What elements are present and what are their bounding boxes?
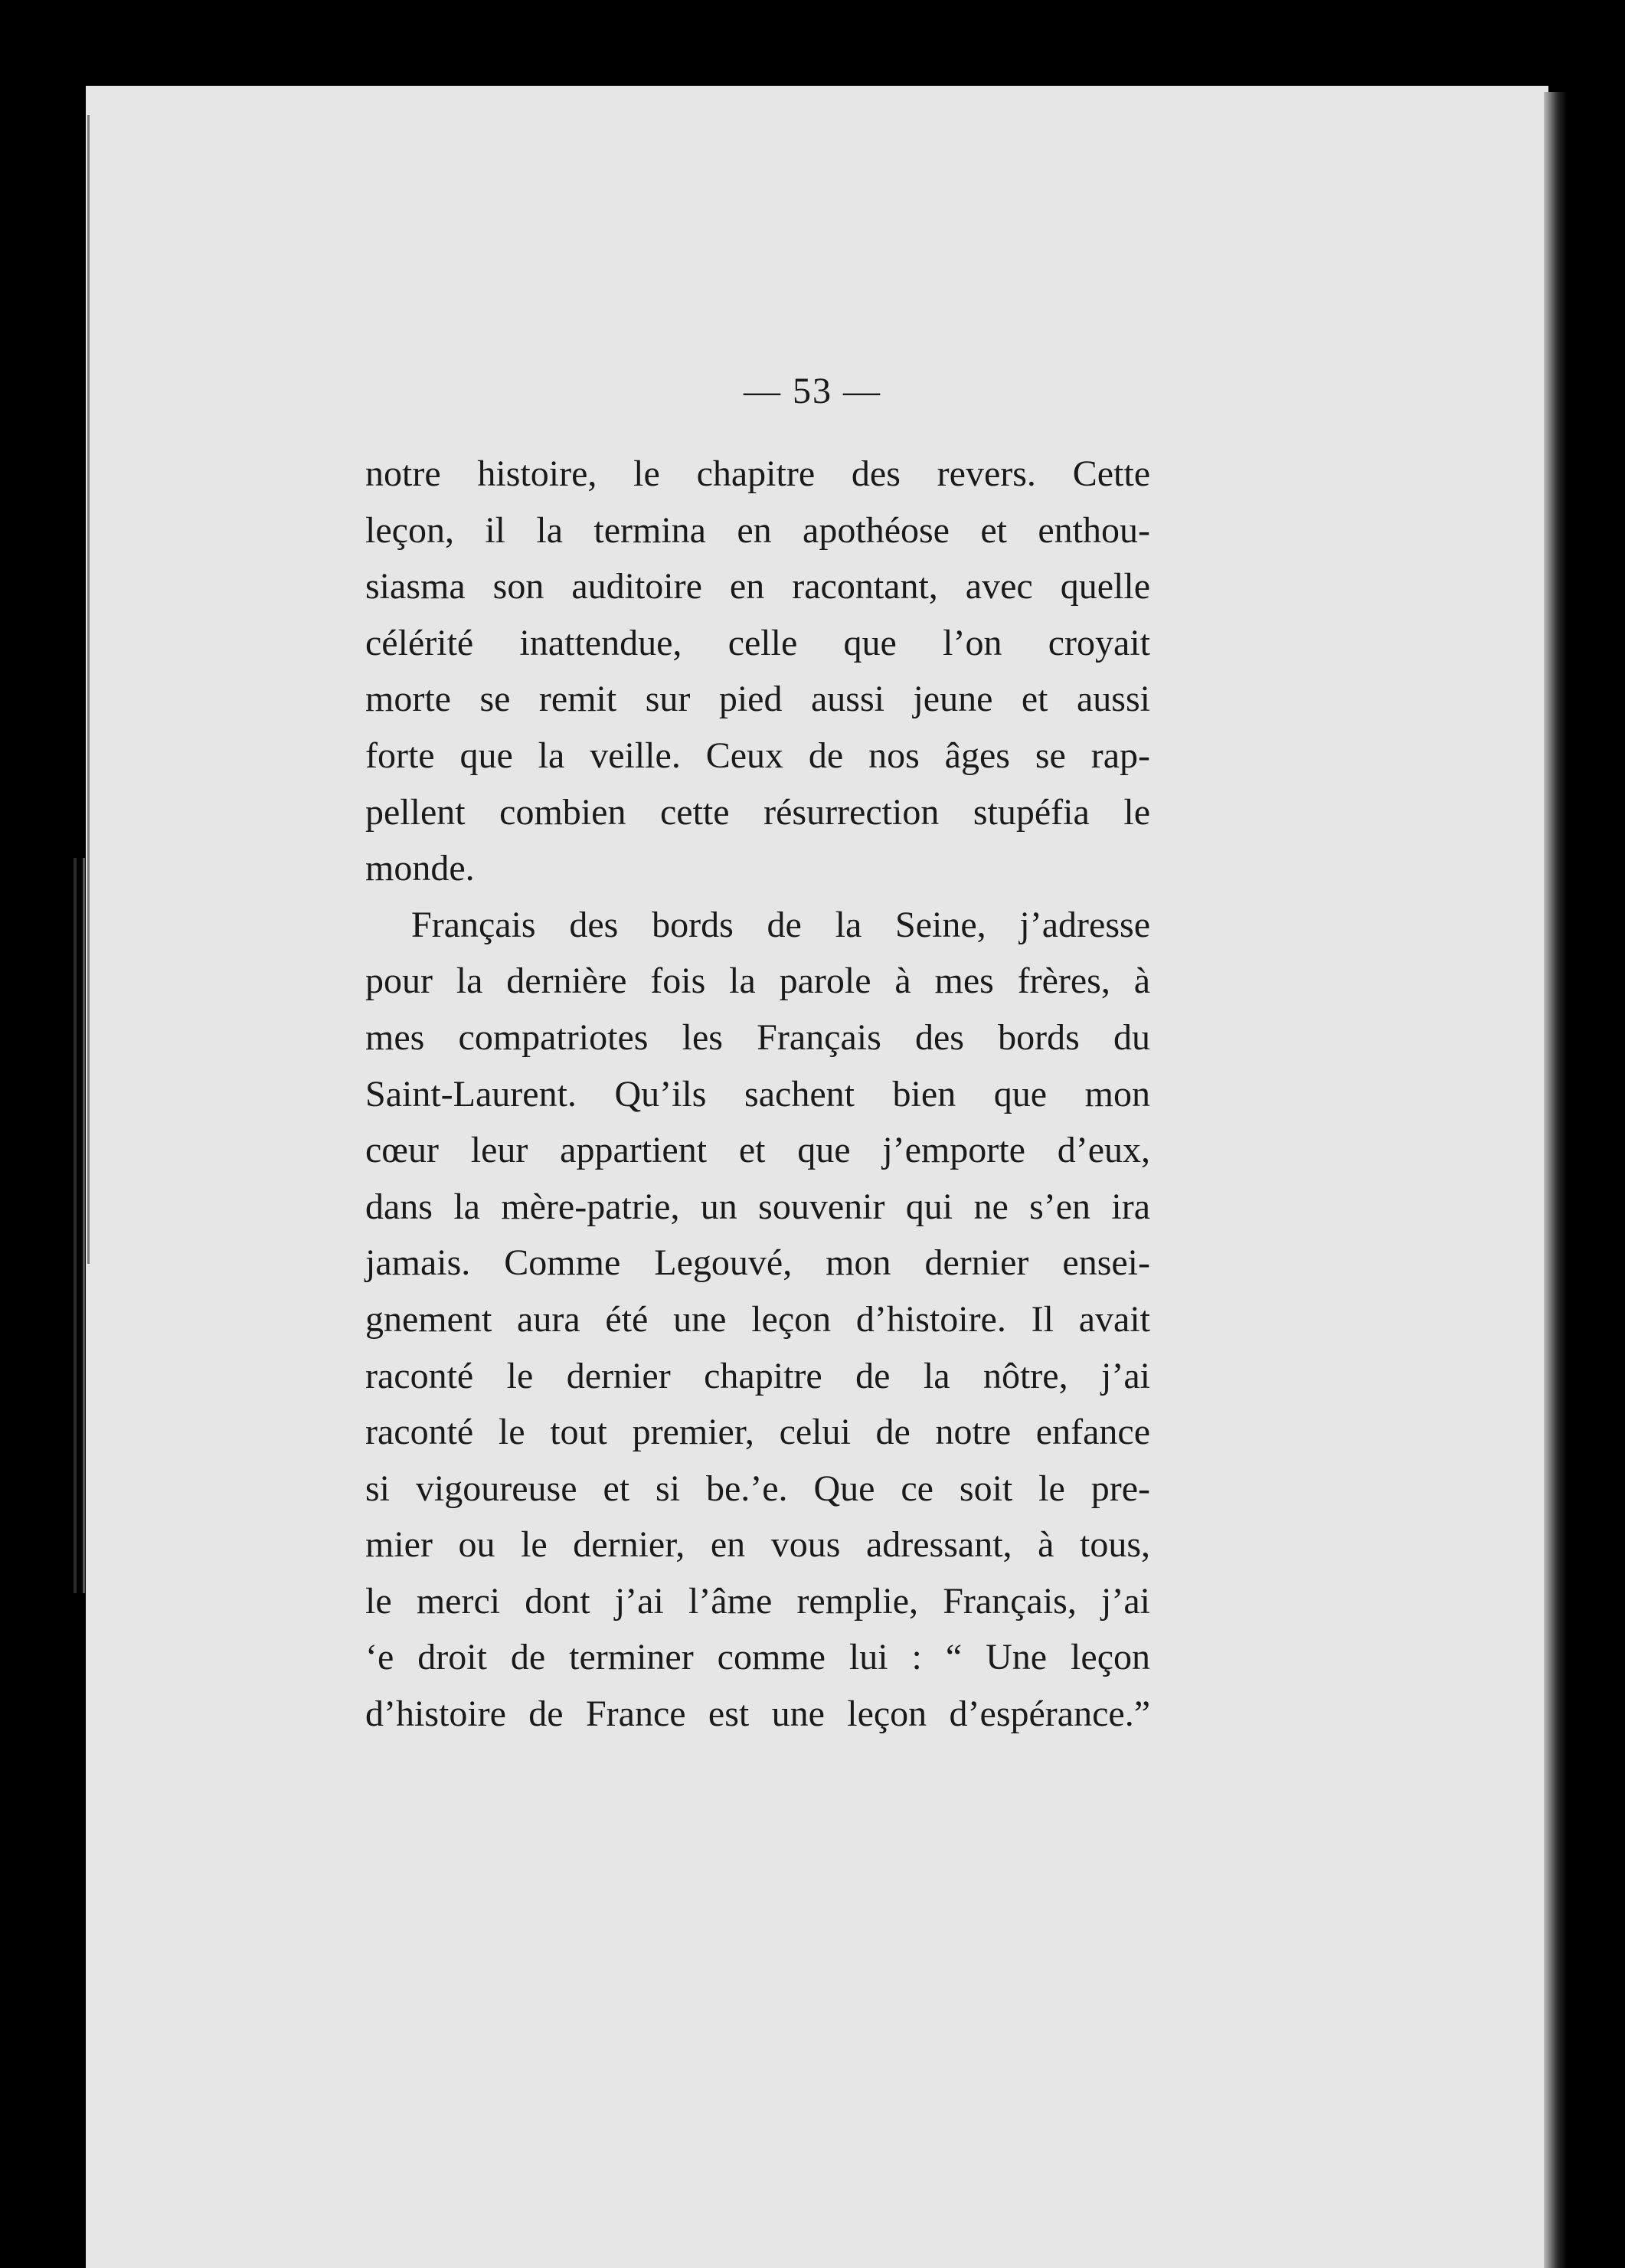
text-line: Saint-Laurent. Qu’ils sachent bien que mon bbox=[365, 1073, 1150, 1114]
body-text bbox=[365, 446, 1150, 1743]
binding-shadow bbox=[74, 858, 85, 1593]
text-line: Français des bords de la Seine, j’adresse bbox=[411, 904, 1150, 945]
text-line: siasma son auditoire en racontant, avec quelle bbox=[365, 566, 1150, 607]
text-line: ‘e droit de terminer comme lui : “ Une leçon bbox=[365, 1637, 1150, 1678]
gutter-line bbox=[87, 115, 90, 1264]
text-line: mes compatriotes les Français des bords du bbox=[365, 1016, 1150, 1058]
text-line: mier ou le dernier, en vous adressant, à tous, bbox=[365, 1524, 1150, 1566]
text-line: raconté le tout premier, celui de notre enfance bbox=[365, 1412, 1150, 1453]
text-line: d’histoire de France est une leçon d’espérance.” bbox=[365, 1694, 1150, 1735]
text-line: célérité inattendue, celle que l’on croyait bbox=[365, 622, 1150, 663]
text-line: monde. bbox=[365, 848, 475, 889]
text-line: raconté le dernier chapitre de la nôtre, j’ai bbox=[365, 1355, 1150, 1396]
text-line: dans la mère-patrie, un souvenir qui ne s’en ira bbox=[365, 1186, 1150, 1227]
text-line: cœur leur appartient et que j’emporte d’eux, bbox=[365, 1130, 1150, 1171]
text-line: pellent combien cette résurrection stupéfia le bbox=[365, 791, 1150, 833]
text-line: le merci dont j’ai l’âme remplie, Français, j’ai bbox=[365, 1580, 1150, 1622]
text-line: forte que la veille. Ceux de nos âges se rap- bbox=[365, 735, 1150, 776]
text-line: pour la dernière fois la parole à mes frères, à bbox=[365, 961, 1150, 1002]
page-edge bbox=[1544, 92, 1567, 2268]
text-line: si vigoureuse et si be.’e. Que ce soit le pre- bbox=[365, 1468, 1150, 1509]
text-line: jamais. Comme Legouvé, mon dernier ensei- bbox=[365, 1242, 1150, 1284]
text-line: gnement aura été une leçon d’histoire. Il avait bbox=[365, 1298, 1150, 1340]
text-line: morte se remit sur pied aussi jeune et aussi bbox=[365, 679, 1150, 720]
text-line: leçon, il la termina en apothéose et enthou- bbox=[365, 509, 1150, 551]
text-line: notre histoire, le chapitre des revers. Cette bbox=[365, 453, 1150, 494]
page-number: — 53 — bbox=[744, 371, 881, 411]
